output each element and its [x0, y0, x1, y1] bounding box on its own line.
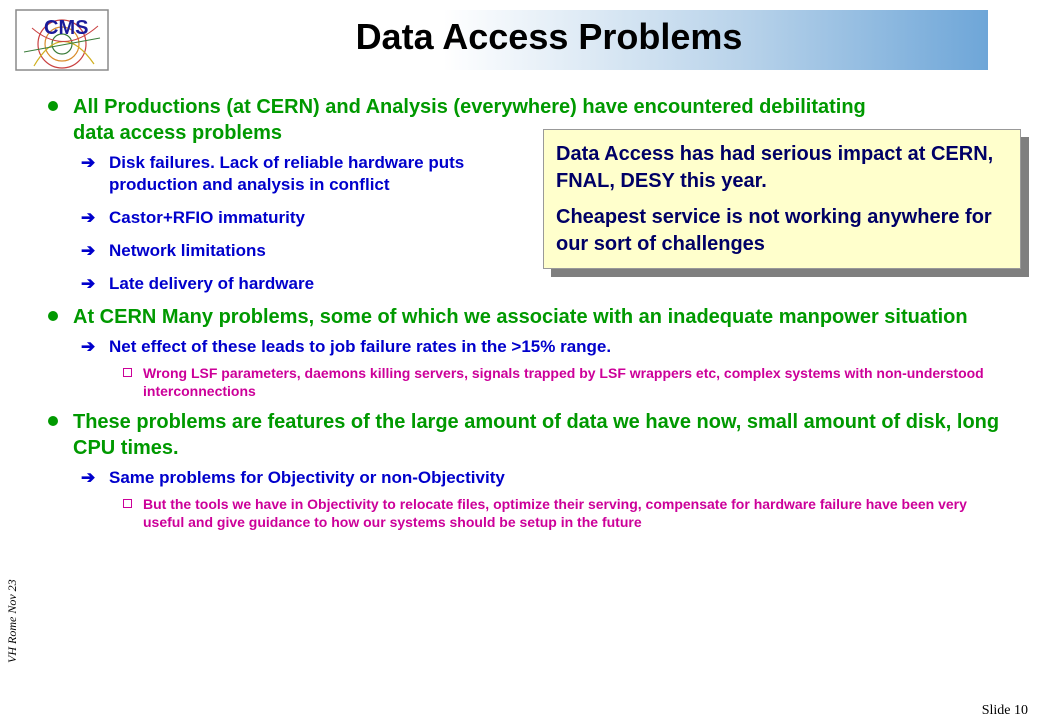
- bullet-level-3: [46, 364, 1006, 400]
- bullet-text: At CERN Many problems, some of which we associate with an inadequate manpower situation: [73, 306, 968, 328]
- page-title: Data Access Problems: [355, 16, 743, 57]
- sidebar-footer-text: VH Rome Nov 23: [5, 579, 19, 663]
- square-bullet-icon: [123, 368, 132, 377]
- slide-number: Slide 10: [981, 703, 1028, 718]
- arrow-bullet-icon: ➔: [81, 337, 96, 356]
- bullet-text: These problems are features of the large amount of data we have now, small amount of disk, long CPU times.: [73, 411, 1000, 459]
- sub-bullet-text: Late delivery of hardware: [109, 274, 315, 293]
- bullet-level-3: [46, 495, 1006, 531]
- sub-bullet-text: Castor+RFIO immaturity: [109, 208, 306, 227]
- arrow-bullet-icon: ➔: [81, 241, 96, 260]
- sub-sub-bullet-text: But the tools we have in Objectivity to relocate files, optimize their serving, compensate for hardware failure have been very useful and give guidance to how our systems should be setup in the future: [143, 496, 967, 530]
- bullet-dot-icon: [48, 101, 58, 111]
- svg-text:CMS: CMS: [44, 17, 89, 39]
- square-bullet-icon: [123, 499, 132, 508]
- arrow-bullet-icon: ➔: [81, 153, 96, 172]
- sub-bullet-text: Same problems for Objectivity or non-Objectivity: [109, 468, 505, 487]
- bullet-level-2: [46, 467, 1006, 489]
- cms-logo: [14, 8, 110, 72]
- sub-bullet-text: Disk failures. Lack of reliable hardware puts production and analysis in conflict: [109, 153, 465, 194]
- bullet-level-2: [46, 336, 1006, 358]
- sub-bullet-text: Net effect of these leads to job failure rates in the >15% range.: [109, 337, 612, 356]
- arrow-bullet-icon: ➔: [81, 468, 96, 487]
- callout-line-1: Data Access has had serious impact at CERN, FNAL, DESY this year.: [556, 143, 994, 192]
- arrow-bullet-icon: ➔: [81, 274, 96, 293]
- bullet-dot-icon: [48, 311, 58, 321]
- arrow-bullet-icon: ➔: [81, 208, 96, 227]
- bullet-level-1: [46, 304, 1006, 330]
- callout-line-2: Cheapest service is not working anywhere for our sort of challenges: [556, 206, 992, 255]
- bullet-level-1: [46, 409, 1006, 461]
- callout-box: [543, 129, 1021, 269]
- title-bar: [110, 10, 988, 70]
- sub-bullet-text: Network limitations: [109, 241, 266, 260]
- sub-sub-bullet-text: Wrong LSF parameters, daemons killing servers, signals trapped by LSF wrappers etc, complex systems with non-understood interconnections: [143, 365, 984, 399]
- bullet-text: All Productions (at CERN) and Analysis (everywhere) have encountered debilitating data access problems: [73, 96, 866, 144]
- bullet-dot-icon: [48, 416, 58, 426]
